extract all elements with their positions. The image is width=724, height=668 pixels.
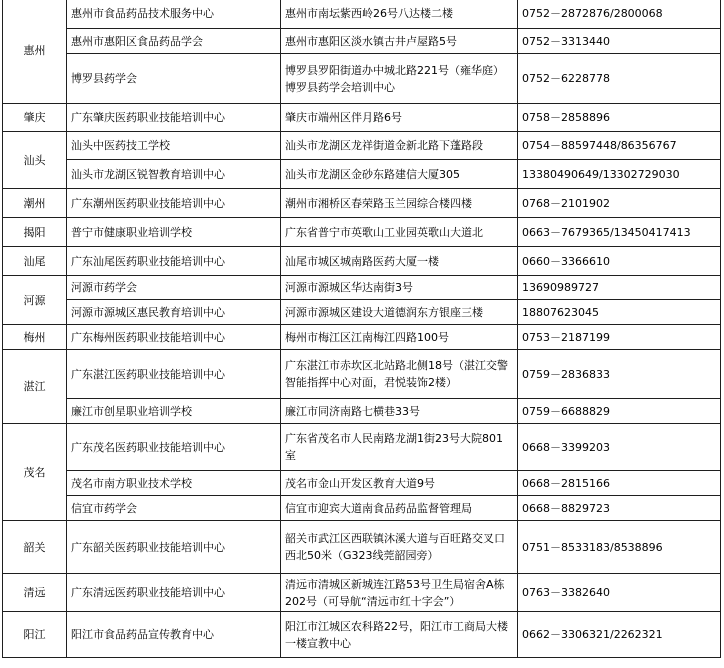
city-cell: 河源 — [3, 276, 67, 325]
org-cell: 广东汕尾医药职业技能培训中心 — [67, 247, 281, 276]
city-cell: 汕头 — [3, 132, 67, 189]
phone-cell: 13690989727 — [518, 276, 721, 300]
table-row — [3, 574, 721, 612]
phone-cell: 0754－88597448/86356767 — [518, 132, 721, 160]
address-cell: 广东省茂名市人民南路龙湖1街23号大院801室 — [281, 424, 518, 471]
address-cell: 广东省普宁市英歌山工业园英歌山大道北 — [281, 218, 518, 247]
phone-cell: 0668－8829723 — [518, 496, 721, 521]
org-cell: 惠州市食品药品技术服务中心 — [67, 0, 281, 29]
phone-cell: 0759－6688829 — [518, 399, 721, 424]
phone-cell: 0758－2858896 — [518, 104, 721, 132]
phone-cell: 0763－3382640 — [518, 574, 721, 612]
table-row — [3, 521, 721, 574]
org-cell: 广东清远医药职业技能培训中心 — [67, 574, 281, 612]
phone-cell: 0751－8533183/8538896 — [518, 521, 721, 574]
city-cell: 揭阳 — [3, 218, 67, 247]
phone-cell: 0663－7679365/13450417413 — [518, 218, 721, 247]
table-row — [3, 424, 721, 471]
table-row — [3, 300, 721, 325]
table-row — [3, 0, 721, 29]
city-cell: 潮州 — [3, 189, 67, 218]
address-cell: 惠州市惠阳区淡水镇古井卢屋路5号 — [281, 29, 518, 54]
phone-cell: 0752－3313440 — [518, 29, 721, 54]
phone-cell: 0768－2101902 — [518, 189, 721, 218]
address-cell: 汕尾市城区城南路医药大厦一楼 — [281, 247, 518, 276]
table-row — [3, 29, 721, 54]
phone-cell: 0668－3399203 — [518, 424, 721, 471]
phone-cell: 0662－3306321/2262321 — [518, 612, 721, 658]
address-cell: 茂名市金山开发区教育大道9号 — [281, 471, 518, 496]
address-cell: 韶关市武江区西联镇沐溪大道与百旺路交叉口西北50米（G323线莞韶园旁） — [281, 521, 518, 574]
training-centers-table — [2, 0, 721, 658]
table-row — [3, 160, 721, 189]
city-cell: 清远 — [3, 574, 67, 612]
phone-cell: 0752－6228778 — [518, 54, 721, 104]
table-row — [3, 471, 721, 496]
phone-cell: 18807623045 — [518, 300, 721, 325]
org-cell: 广东肇庆医药职业技能培训中心 — [67, 104, 281, 132]
city-cell: 韶关 — [3, 521, 67, 574]
phone-cell: 0668－2815166 — [518, 471, 721, 496]
org-cell: 河源市源城区惠民教育培训中心 — [67, 300, 281, 325]
org-cell: 博罗县药学会 — [67, 54, 281, 104]
address-cell: 河源市源城区建设大道德润东方银座三楼 — [281, 300, 518, 325]
city-cell: 汕尾 — [3, 247, 67, 276]
phone-cell: 0753－2187199 — [518, 325, 721, 350]
address-cell: 潮州市湘桥区春荣路玉兰园综合楼四楼 — [281, 189, 518, 218]
city-cell: 阳江 — [3, 612, 67, 658]
city-cell: 惠州 — [3, 0, 67, 104]
address-cell: 广东湛江市赤坎区北站路北侧18号（湛江交警智能指挥中心对面，君悦装饰2楼） — [281, 350, 518, 399]
address-cell: 汕头市龙湖区金砂东路建信大厦305 — [281, 160, 518, 189]
org-cell: 河源市药学会 — [67, 276, 281, 300]
address-cell: 清远市清城区新城连江路53号卫生局宿舍A栋202号（可导航“清远市红十字会”） — [281, 574, 518, 612]
table-row — [3, 218, 721, 247]
table-row — [3, 399, 721, 424]
org-cell: 茂名市南方职业技术学校 — [67, 471, 281, 496]
city-cell: 茂名 — [3, 424, 67, 521]
table-row — [3, 350, 721, 399]
table-row — [3, 132, 721, 160]
city-cell: 肇庆 — [3, 104, 67, 132]
org-cell: 惠州市惠阳区食品药品学会 — [67, 29, 281, 54]
org-cell: 广东湛江医药职业技能培训中心 — [67, 350, 281, 399]
org-cell: 汕头市龙湖区锐智教育培训中心 — [67, 160, 281, 189]
address-cell: 惠州市南坛紫西岭26号八达楼二楼 — [281, 0, 518, 29]
table-row — [3, 276, 721, 300]
org-cell: 阳江市食品药品宣传教育中心 — [67, 612, 281, 658]
table-row — [3, 104, 721, 132]
org-cell: 普宁市健康职业培训学校 — [67, 218, 281, 247]
org-cell: 广东梅州医药职业技能培训中心 — [67, 325, 281, 350]
phone-cell: 0759－2836833 — [518, 350, 721, 399]
address-cell: 汕头市龙湖区龙祥街道金新北路下蓬路段 — [281, 132, 518, 160]
address-cell: 廉江市同济南路七横巷33号 — [281, 399, 518, 424]
table-row — [3, 612, 721, 658]
org-cell: 信宜市药学会 — [67, 496, 281, 521]
phone-cell: 13380490649/13302729030 — [518, 160, 721, 189]
city-cell: 梅州 — [3, 325, 67, 350]
table-row — [3, 496, 721, 521]
table-row — [3, 189, 721, 218]
org-cell: 汕头中医药技工学校 — [67, 132, 281, 160]
address-cell: 肇庆市端州区伴月路6号 — [281, 104, 518, 132]
address-cell: 阳江市江城区农科路22号，阳江市工商局大楼一楼宣教中心 — [281, 612, 518, 658]
table-row — [3, 247, 721, 276]
city-cell: 湛江 — [3, 350, 67, 424]
org-cell: 廉江市创星职业培训学校 — [67, 399, 281, 424]
phone-cell: 0660－3366610 — [518, 247, 721, 276]
address-cell: 信宜市迎宾大道南食品药品监督管理局 — [281, 496, 518, 521]
table-row — [3, 54, 721, 104]
table-row — [3, 325, 721, 350]
address-cell: 梅州市梅江区江南梅江四路100号 — [281, 325, 518, 350]
org-cell: 广东茂名医药职业技能培训中心 — [67, 424, 281, 471]
org-cell: 广东潮州医药职业技能培训中心 — [67, 189, 281, 218]
phone-cell: 0752－2872876/2800068 — [518, 0, 721, 29]
org-cell: 广东韶关医药职业技能培训中心 — [67, 521, 281, 574]
address-cell: 河源市源城区华达南街3号 — [281, 276, 518, 300]
address-cell: 博罗县罗阳街道办中城北路221号（雍华庭）博罗县药学会培训中心 — [281, 54, 518, 104]
